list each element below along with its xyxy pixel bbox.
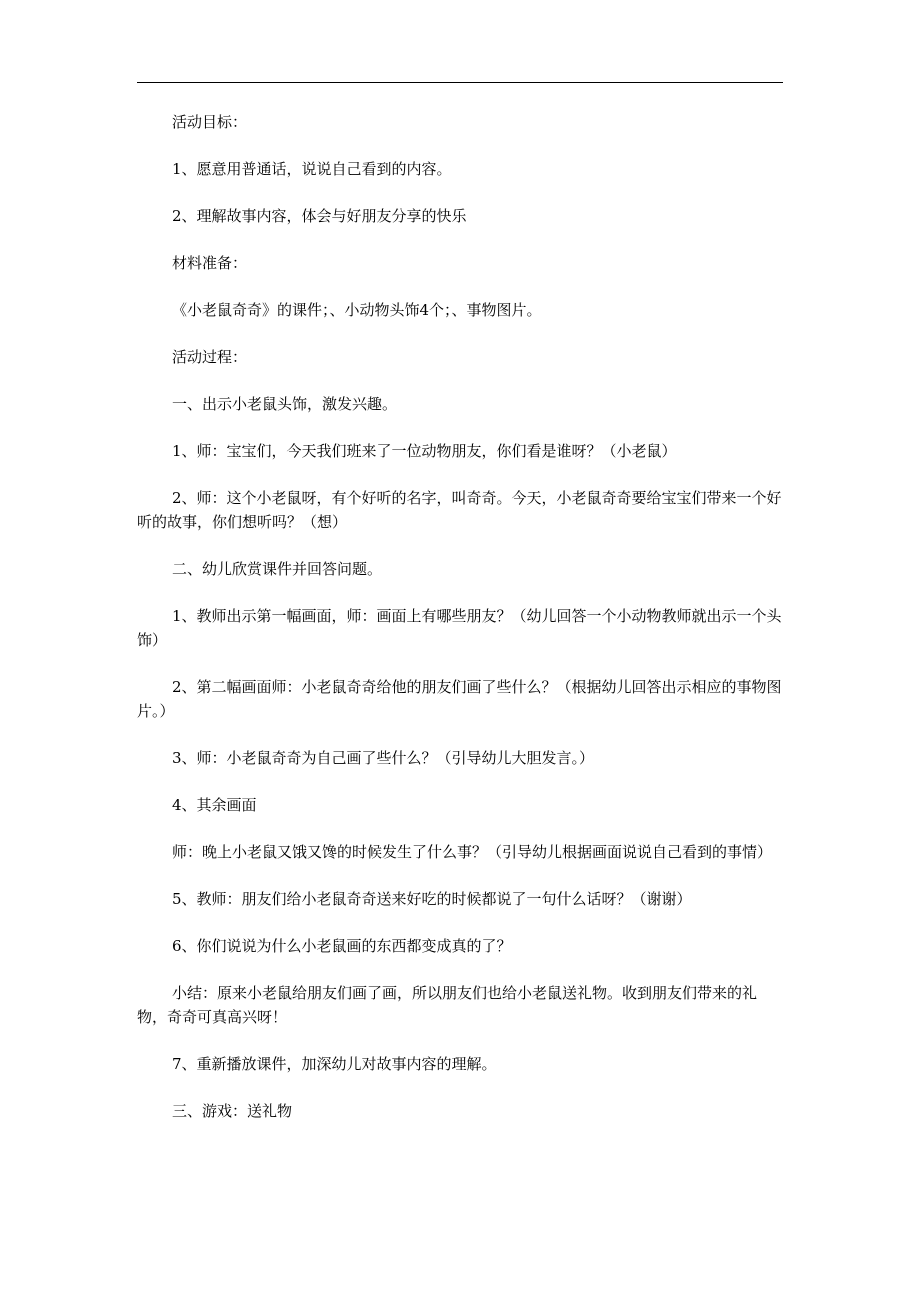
process-step-heading: 三、游戏：送礼物 (172, 1102, 293, 1120)
goal-item: 1、愿意用普通话，说说自己看到的内容。 (172, 160, 452, 178)
summary-text: 小结：原来小老鼠给朋友们画了画，所以朋友们也给小老鼠送礼物。收到朋友们带来的礼物，奇奇可真高兴呀！ (137, 984, 758, 1026)
section-heading-process: 活动过程： (172, 348, 248, 366)
section-heading-goals: 活动目标： (172, 113, 248, 131)
process-item: 2、第二幅画面师：小老鼠奇奇给他的朋友们画了些什么？（根据幼儿回答出示相应的事物图片。） (137, 678, 782, 720)
section-heading-materials: 材料准备： (172, 254, 248, 272)
goal-item: 2、理解故事内容，体会与好朋友分享的快乐 (172, 207, 467, 225)
process-step-heading: 一、出示小老鼠头饰，激发兴趣。 (172, 395, 398, 413)
process-step-heading: 二、幼儿欣赏课件并回答问题。 (172, 560, 383, 578)
process-item: 师：晚上小老鼠又饿又馋的时候发生了什么事？（引导幼儿根据画面说说自己看到的事情） (172, 843, 773, 861)
process-item: 1、教师出示第一幅画面，师：画面上有哪些朋友？（幼儿回答一个小动物教师就出示一个头饰） (137, 607, 782, 649)
materials-text: 《小老鼠奇奇》的课件；、小动物头饰4个；、事物图片。 (172, 301, 542, 319)
process-item: 6、你们说说为什么小老鼠画的东西都变成真的了？ (172, 937, 512, 955)
process-item: 4、其余画面 (172, 796, 257, 814)
document-body (137, 110, 783, 1146)
process-item: 7、重新播放课件，加深幼儿对故事内容的理解。 (172, 1055, 497, 1073)
process-item: 5、教师：朋友们给小老鼠奇奇送来好吃的时候都说了一句什么话呀？（谢谢） (172, 890, 692, 908)
process-item: 2、师：这个小老鼠呀，有个好听的名字，叫奇奇。今天，小老鼠奇奇要给宝宝们带来一个好听的故事，你们想听吗？（想） (137, 489, 782, 531)
header-rule (137, 82, 783, 83)
process-item: 3、师：小老鼠奇奇为自己画了些什么？（引导幼儿大胆发言。） (172, 749, 595, 767)
process-item: 1、师：宝宝们，今天我们班来了一位动物朋友，你们看是谁呀？（小老鼠） (172, 442, 677, 460)
